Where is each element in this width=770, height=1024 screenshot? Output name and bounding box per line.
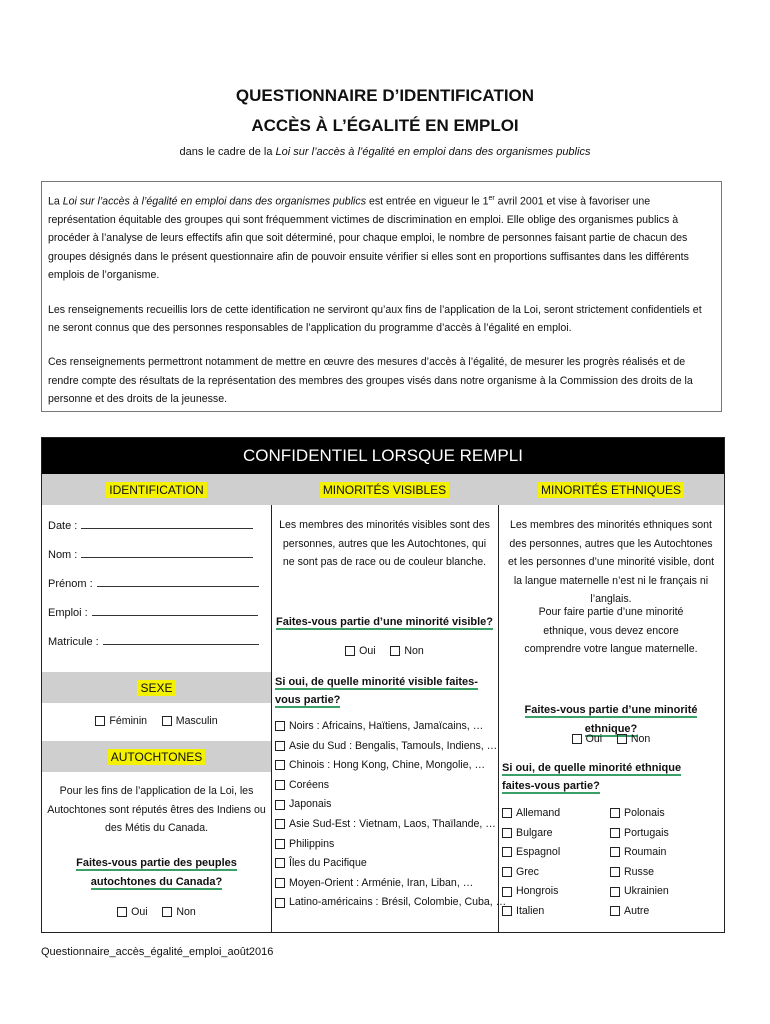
ethniques-which-question-text: Si oui, de quelle minorité ethnique faites-vous partie? (502, 762, 682, 792)
ethniques-list-item[interactable] (502, 804, 560, 824)
nom-field[interactable] (48, 547, 253, 561)
ethniques-list-item[interactable] (610, 804, 669, 824)
minorites-ethniques-column (498, 474, 724, 932)
autochtones-non-option[interactable] (162, 906, 195, 918)
ethniques-question-part2: d’une minorité ethnique? (584, 704, 698, 735)
ethniques-list-label: Roumain (624, 846, 667, 859)
ethniques-list-checkbox[interactable] (502, 847, 512, 857)
matricule-field[interactable] (48, 634, 259, 648)
visibles-list-checkbox[interactable] (275, 721, 285, 731)
ethniques-which-question (502, 759, 712, 795)
visibles-heading: MINORITÉS VISIBLES (320, 482, 449, 498)
visibles-non-label: Non (404, 645, 424, 657)
ethniques-question-part1: Faites-vous partie (524, 704, 622, 716)
visibles-which-question (275, 673, 486, 709)
ethniques-list-checkbox[interactable] (502, 906, 512, 916)
visibles-list-label: Japonais (289, 798, 332, 811)
intro-p1-sup: er (488, 195, 495, 202)
ethniques-list-item[interactable] (502, 843, 560, 863)
autochtones-question-part1: Faites-vous partie (76, 857, 174, 869)
visibles-list-checkbox[interactable] (275, 878, 285, 888)
visibles-list-item[interactable] (275, 815, 506, 835)
visibles-list-item[interactable] (275, 893, 506, 913)
ethniques-list-item[interactable] (610, 902, 669, 922)
title-line-1: QUESTIONNAIRE D’IDENTIFICATION (235, 86, 535, 105)
ethniques-list-checkbox[interactable] (610, 906, 620, 916)
date-input-line[interactable] (81, 518, 253, 529)
identification-column (42, 474, 272, 932)
sexe-options (42, 712, 271, 731)
feminin-option[interactable] (95, 715, 147, 727)
ethniques-list-checkbox[interactable] (502, 867, 512, 877)
ethniques-list-checkbox[interactable] (610, 887, 620, 897)
feminin-label: Féminin (109, 715, 148, 727)
feminin-checkbox[interactable] (95, 716, 105, 726)
autochtones-options (42, 903, 271, 922)
visibles-heading-bar (271, 474, 498, 505)
ethniques-list-item[interactable] (610, 863, 669, 883)
visibles-list-checkbox[interactable] (275, 780, 285, 790)
intro-p1-law: Loi sur l’accès à l’égalité en emploi dans des organismes publics (62, 195, 366, 208)
visibles-list-label: Asie Sud-Est : Vietnam, Laos, Thaïlande, … (289, 817, 496, 830)
ethniques-non-option[interactable] (617, 733, 650, 745)
intro-box (41, 181, 722, 412)
ethniques-options (498, 730, 724, 749)
intro-p1-prefix: La (48, 195, 63, 208)
sexe-heading: SEXE (137, 680, 175, 696)
prenom-input-line[interactable] (97, 576, 259, 587)
ethniques-list-left (502, 804, 560, 922)
matricule-label: Matricule : (48, 636, 99, 648)
intro-p1-mid: est entrée en vigueur le 1 (366, 195, 489, 208)
prenom-label: Prénom : (48, 578, 93, 590)
subtitle (0, 146, 770, 158)
date-field[interactable] (48, 518, 253, 532)
ethniques-list-label: Ukrainien (624, 885, 669, 898)
ethniques-list-checkbox[interactable] (502, 808, 512, 818)
ethniques-heading-bar (498, 474, 724, 505)
ethniques-list-item[interactable] (502, 882, 560, 902)
ethniques-list-item[interactable] (502, 863, 560, 883)
visibles-list-label: Moyen-Orient : Arménie, Iran, Liban, … (289, 876, 474, 889)
minorites-visibles-column (271, 474, 507, 932)
ethniques-list-item[interactable] (502, 902, 560, 922)
intro-p1-rest: avril 2001 et vise à favoriser une représentation équitable des groupes qui sont fréquemment victimes de discrimination en emploi. Elle oblige des organismes publics à procéder à l’analyse de leurs effectifs afin que soit déterminé, pour chaque emploi, le nombre de personnes faisant partie de chacun des groupes désignés dans le présent questionnaire afin de pouvoir ensuite vérifier si elles sont en proportions suffisantes dans les différents emplois de l’organisme. (48, 195, 689, 282)
visibles-list (275, 717, 506, 913)
sexe-heading-bar (42, 672, 271, 703)
visibles-non-checkbox[interactable] (390, 646, 400, 656)
visibles-question (271, 613, 498, 632)
ethniques-list-checkbox[interactable] (610, 867, 620, 877)
visibles-which-question-text: Si oui, de quelle minorité visible faites-vous partie? (275, 676, 478, 706)
intro-paragraph-2: Les renseignements recueillis lors de cette identification ne serviront qu’aux fins de l’application de la Loi, seront strictement confidentiels et ne seront connus que des personnes responsables de l’application du programme d’accès à l’égalité en emploi. (48, 303, 702, 334)
visibles-options (271, 642, 498, 661)
ethniques-list-label: Portugais (624, 826, 669, 839)
ethniques-list-item[interactable] (610, 843, 669, 863)
visibles-list-item[interactable] (275, 737, 506, 757)
ethniques-oui-option[interactable] (572, 733, 603, 745)
ethniques-list-item[interactable] (502, 824, 560, 844)
visibles-list-item[interactable] (275, 717, 506, 737)
visibles-list-item[interactable] (275, 874, 506, 894)
emploi-field[interactable] (48, 605, 258, 619)
ethniques-list-label: Grec (516, 865, 539, 878)
ethniques-list-checkbox[interactable] (610, 847, 620, 857)
autochtones-text: Pour les fins de l’application de la Loi, les Autochtones sont réputés êtres des Indiens ou des Métis du Canada. (47, 785, 266, 834)
ethniques-list-label: Polonais (624, 807, 665, 819)
masculin-checkbox[interactable] (162, 716, 172, 726)
ethniques-list-right (610, 804, 669, 922)
ethniques-list-item[interactable] (610, 882, 669, 902)
visibles-list-item[interactable] (275, 756, 506, 776)
visibles-list-checkbox[interactable] (275, 898, 285, 908)
ethniques-list-checkbox[interactable] (610, 828, 620, 838)
ethniques-list-checkbox[interactable] (502, 828, 512, 838)
nom-input-line[interactable] (81, 547, 253, 558)
ethniques-text: Les membres des minorités ethniques sont des personnes, autres que les Autochtones et les personnes d’une minorité visible, dont la langue maternelle n’est ni le français ni l’anglais. (507, 519, 715, 605)
ethniques-list-label: Bulgare (516, 826, 553, 839)
visibles-list-label: Noirs : Africains, Haïtiens, Jamaïcains, … (289, 720, 484, 732)
form-header: CONFIDENTIEL LORSQUE REMPLI (42, 438, 724, 474)
ethniques-list-label: Espagnol (516, 846, 561, 859)
ethniques-heading: MINORITÉS ETHNIQUES (538, 482, 684, 498)
visibles-list-checkbox[interactable] (275, 839, 285, 849)
autochtones-oui-checkbox[interactable] (117, 907, 127, 917)
ethniques-text-2: Pour faire partie d’une minorité ethnique, vous devez encore comprendre votre langue maternelle. (524, 606, 698, 655)
identification-heading-bar (42, 474, 271, 505)
matricule-input-line[interactable] (103, 634, 259, 645)
visibles-list-checkbox[interactable] (275, 800, 285, 810)
autochtones-heading-bar (42, 741, 271, 772)
prenom-field[interactable] (48, 576, 259, 590)
autochtones-non-checkbox[interactable] (162, 907, 172, 917)
ethniques-list-label: Russe (624, 865, 655, 878)
ethniques-list-checkbox[interactable] (610, 808, 620, 818)
ethniques-list-label: Hongrois (516, 885, 559, 898)
title-line-2: ACCÈS À L’ÉGALITÉ EN EMPLOI (251, 116, 519, 135)
ethniques-list-checkbox[interactable] (502, 887, 512, 897)
autochtones-question-part2: des peuples autochtones du Canada? (90, 857, 237, 888)
visibles-list-item[interactable] (275, 835, 506, 855)
autochtones-question (42, 854, 271, 891)
visibles-oui-option[interactable] (345, 645, 376, 657)
visibles-oui-label: Oui (359, 645, 376, 657)
ethniques-list-label: Allemand (516, 807, 561, 819)
visibles-list-checkbox[interactable] (275, 858, 285, 868)
visibles-list-label: Latino-américains : Brésil, Colombie, Cuba, … (289, 896, 507, 909)
visibles-list-label: Coréens (289, 778, 330, 791)
ethniques-list-label: Italien (516, 904, 545, 917)
visibles-list-label: Asie du Sud : Bengalis, Tamouls, Indiens, … (289, 739, 498, 752)
ethniques-oui-label: Oui (585, 733, 603, 745)
visibles-list-label: Philippins (289, 837, 335, 850)
intro-paragraph-1 (48, 190, 715, 285)
visibles-list-checkbox[interactable] (275, 819, 285, 829)
subtitle-law: Loi sur l’accès à l’égalité en emploi dans des organismes publics (275, 146, 591, 158)
date-label: Date : (48, 520, 78, 532)
autochtones-oui-label: Oui (131, 906, 148, 918)
identification-heading: IDENTIFICATION (106, 482, 206, 498)
autochtones-heading: AUTOCHTONES (108, 749, 206, 765)
ethniques-non-label: Non (630, 733, 651, 745)
visibles-oui-checkbox[interactable] (345, 646, 355, 656)
ethniques-list-item[interactable] (610, 824, 669, 844)
visibles-non-option[interactable] (390, 645, 423, 657)
intro-paragraph-3: Ces renseignements permettront notamment de mettre en œuvre des mesures d’accès à l’égalité, de mesurer les progrès réalisés et de rendre compte des résultats de la représentation des membres des groupes visés dans notre organisme à la Commission des droits de la personne et des droits de la jeunesse. (48, 356, 693, 406)
emploi-input-line[interactable] (92, 605, 258, 616)
visibles-list-item[interactable] (275, 854, 506, 874)
autochtones-oui-option[interactable] (117, 906, 148, 918)
visibles-list-item[interactable] (275, 795, 506, 815)
confidential-form (41, 437, 725, 933)
visibles-list-label: Chinois : Hong Kong, Chine, Mongolie, … (289, 759, 486, 772)
visibles-list-checkbox[interactable] (275, 741, 285, 751)
ethniques-list-label: Autre (624, 904, 650, 917)
autochtones-non-label: Non (176, 906, 196, 918)
visibles-list-label: Îles du Pacifique (289, 857, 367, 870)
ethniques-non-checkbox[interactable] (617, 734, 627, 744)
subtitle-prefix: dans le cadre de la (179, 146, 276, 158)
masculin-label: Masculin (175, 715, 218, 727)
visibles-question-part2: d’une minorité visible? (373, 616, 493, 628)
nom-label: Nom : (48, 549, 78, 561)
visibles-list-checkbox[interactable] (275, 760, 285, 770)
footer-filename: Questionnaire_accès_égalité_emploi_août2016 (41, 946, 274, 958)
visibles-text: Les membres des minorités visibles sont des personnes, autres que les Autochtones, qui ne sont pas de race ou de couleur blanche. (279, 519, 490, 568)
emploi-label: Emploi : (48, 607, 88, 619)
ethniques-oui-checkbox[interactable] (572, 734, 582, 744)
visibles-list-item[interactable] (275, 776, 506, 796)
visibles-question-part1: Faites-vous partie (276, 616, 374, 628)
masculin-option[interactable] (162, 715, 218, 727)
